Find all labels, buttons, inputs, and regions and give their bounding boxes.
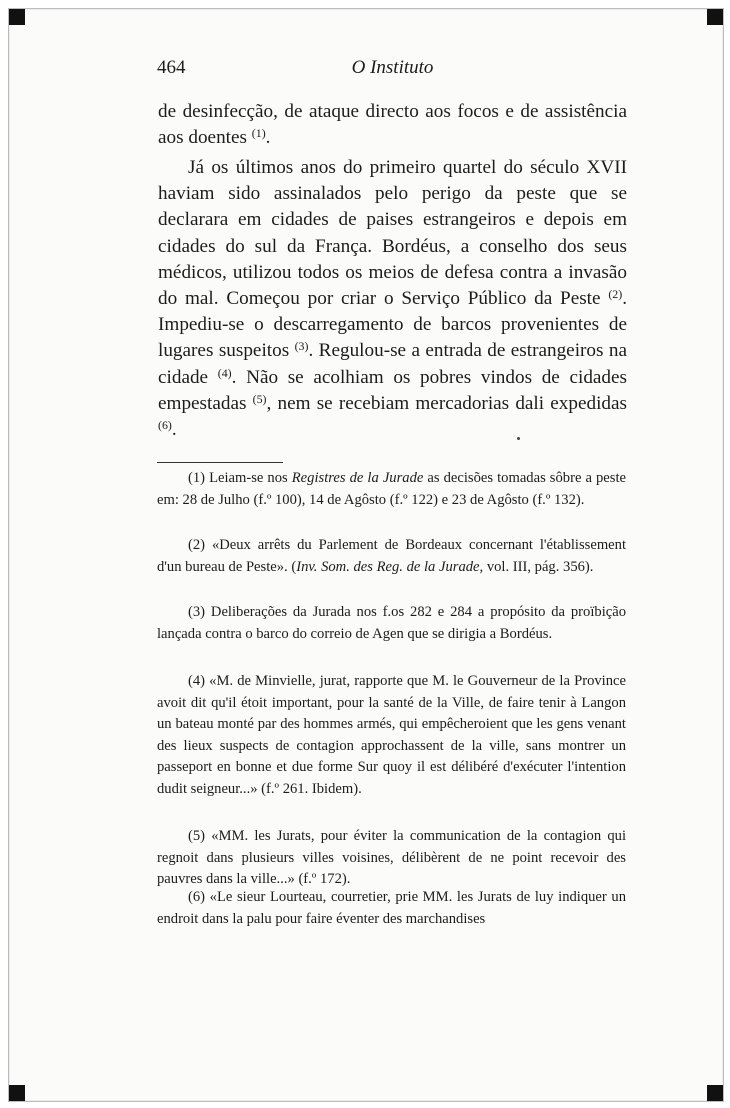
footnote-mark: (5) (188, 828, 206, 844)
scan-corner-mark (707, 9, 723, 25)
paragraph-text: . Não se acolhiam os pobres vindos de cidades empestadas (158, 366, 628, 414)
paragraph-text: Já os últimos anos do primeiro quartel do século XVII haviam sido assinalados pelo perigo da peste que se declarara em cidades de paises estrangeiros e depois em cidades do sul da França. Bordéus, a conselho dos seus médicos, utilizou todos os meios de defesa contra a invasão do mal. Começou por criar o Serviço Público da Peste (158, 157, 627, 310)
footnote-ref: (4) (217, 365, 232, 380)
footnote-mark: (1) (188, 470, 206, 486)
footnote-text: «M. de Minvielle, jurat, rapporte que M. le Gouverneur de la Province avoit dit qu'il étoit important, pour la santé de la Ville, de faire tenir à Langon un bateau monté par des hommes armés, qui empêcheroient que les gens venant des lieux suspects de contagion approchassent de la ville, sans montrer un passeport en bonne et due forme Sur quoy il est délibéré d'exécuter l'intention dudit seigneur...» (f.º 261. Ibidem). (157, 673, 626, 797)
paragraph-text: . Regulou-se a entrada de estrangeiros na cidade (158, 340, 627, 388)
footnote-ref: (5) (252, 391, 267, 406)
scan-corner-mark (9, 1085, 25, 1101)
page-header (157, 57, 628, 81)
paragraph-end: . (171, 419, 177, 441)
footnote-text: as decisões tomadas sôbre a peste em: 28 de Julho (f.º 100), 14 de Agôsto (f.º 122) e 23 de Agôsto (f.º 132). (157, 470, 626, 508)
print-speck (517, 437, 520, 440)
paragraph-end: . (265, 127, 271, 149)
footnote (157, 671, 626, 801)
footnote (157, 468, 626, 511)
footnote-text: Leiam-se nos (205, 470, 292, 486)
footnote (157, 535, 626, 578)
paragraph-text: de desinfecção, de ataque directo aos focos e de assistência aos doentes (158, 101, 627, 149)
footnote-mark: (2) (188, 537, 206, 553)
footnote-text: vol. III, pág. 356). (483, 558, 594, 575)
scan-noise (700, 1000, 724, 1090)
paragraph-text: . Impediu-se o descarregamento de barcos provenientes de lugares suspeitos (158, 288, 628, 362)
footnote-text: Deliberações da Jurada nos f.os 282 e 284 a propósito da proïbição lançada contra o barco do correio de Agen que se dirigia a Bordéus. (157, 604, 626, 642)
page-number: 464 (157, 57, 186, 78)
body-paragraph (158, 155, 627, 443)
footnote-ref: (3) (294, 339, 309, 354)
footnote-ref: (1) (251, 126, 266, 141)
footnote (157, 887, 626, 930)
footnote-italic: Inv. Som. des Reg. de la Jurade, (296, 558, 484, 575)
paragraph-text: , nem se recebiam mercadorias dali expedidas (266, 392, 627, 414)
footnote-ref: (2) (608, 287, 623, 302)
scan-corner-mark (9, 9, 25, 25)
body-paragraph (158, 99, 627, 151)
footnote (157, 602, 626, 645)
footnote-mark: (4) (188, 673, 206, 689)
footnote-text: «Deux arrêts du Parlement de Bordeaux concernant l'établissement d'un bureau de Peste». ( (157, 537, 626, 575)
footnote (157, 826, 626, 891)
footnote-mark: (3) (188, 604, 206, 620)
footnote-separator (157, 462, 283, 463)
footnote-italic: Registres de la Jurade (291, 470, 424, 486)
footnote-mark: (6) (188, 889, 206, 905)
running-head: O Instituto (351, 57, 434, 78)
footnote-ref: (6) (158, 418, 172, 433)
footnote-text: «MM. les Jurats, pour éviter la communication de la contagion qui regnoit dans plusieurs villes voisines, délibèrent de ne point recevoir des pauvres dans la ville...» (f.º 172). (157, 828, 626, 888)
footnote-text: «Le sieur Lourteau, courretier, prie MM. les Jurats de luy indiquer un endroit dans la palu pour faire éventer des marchandises (157, 889, 626, 927)
